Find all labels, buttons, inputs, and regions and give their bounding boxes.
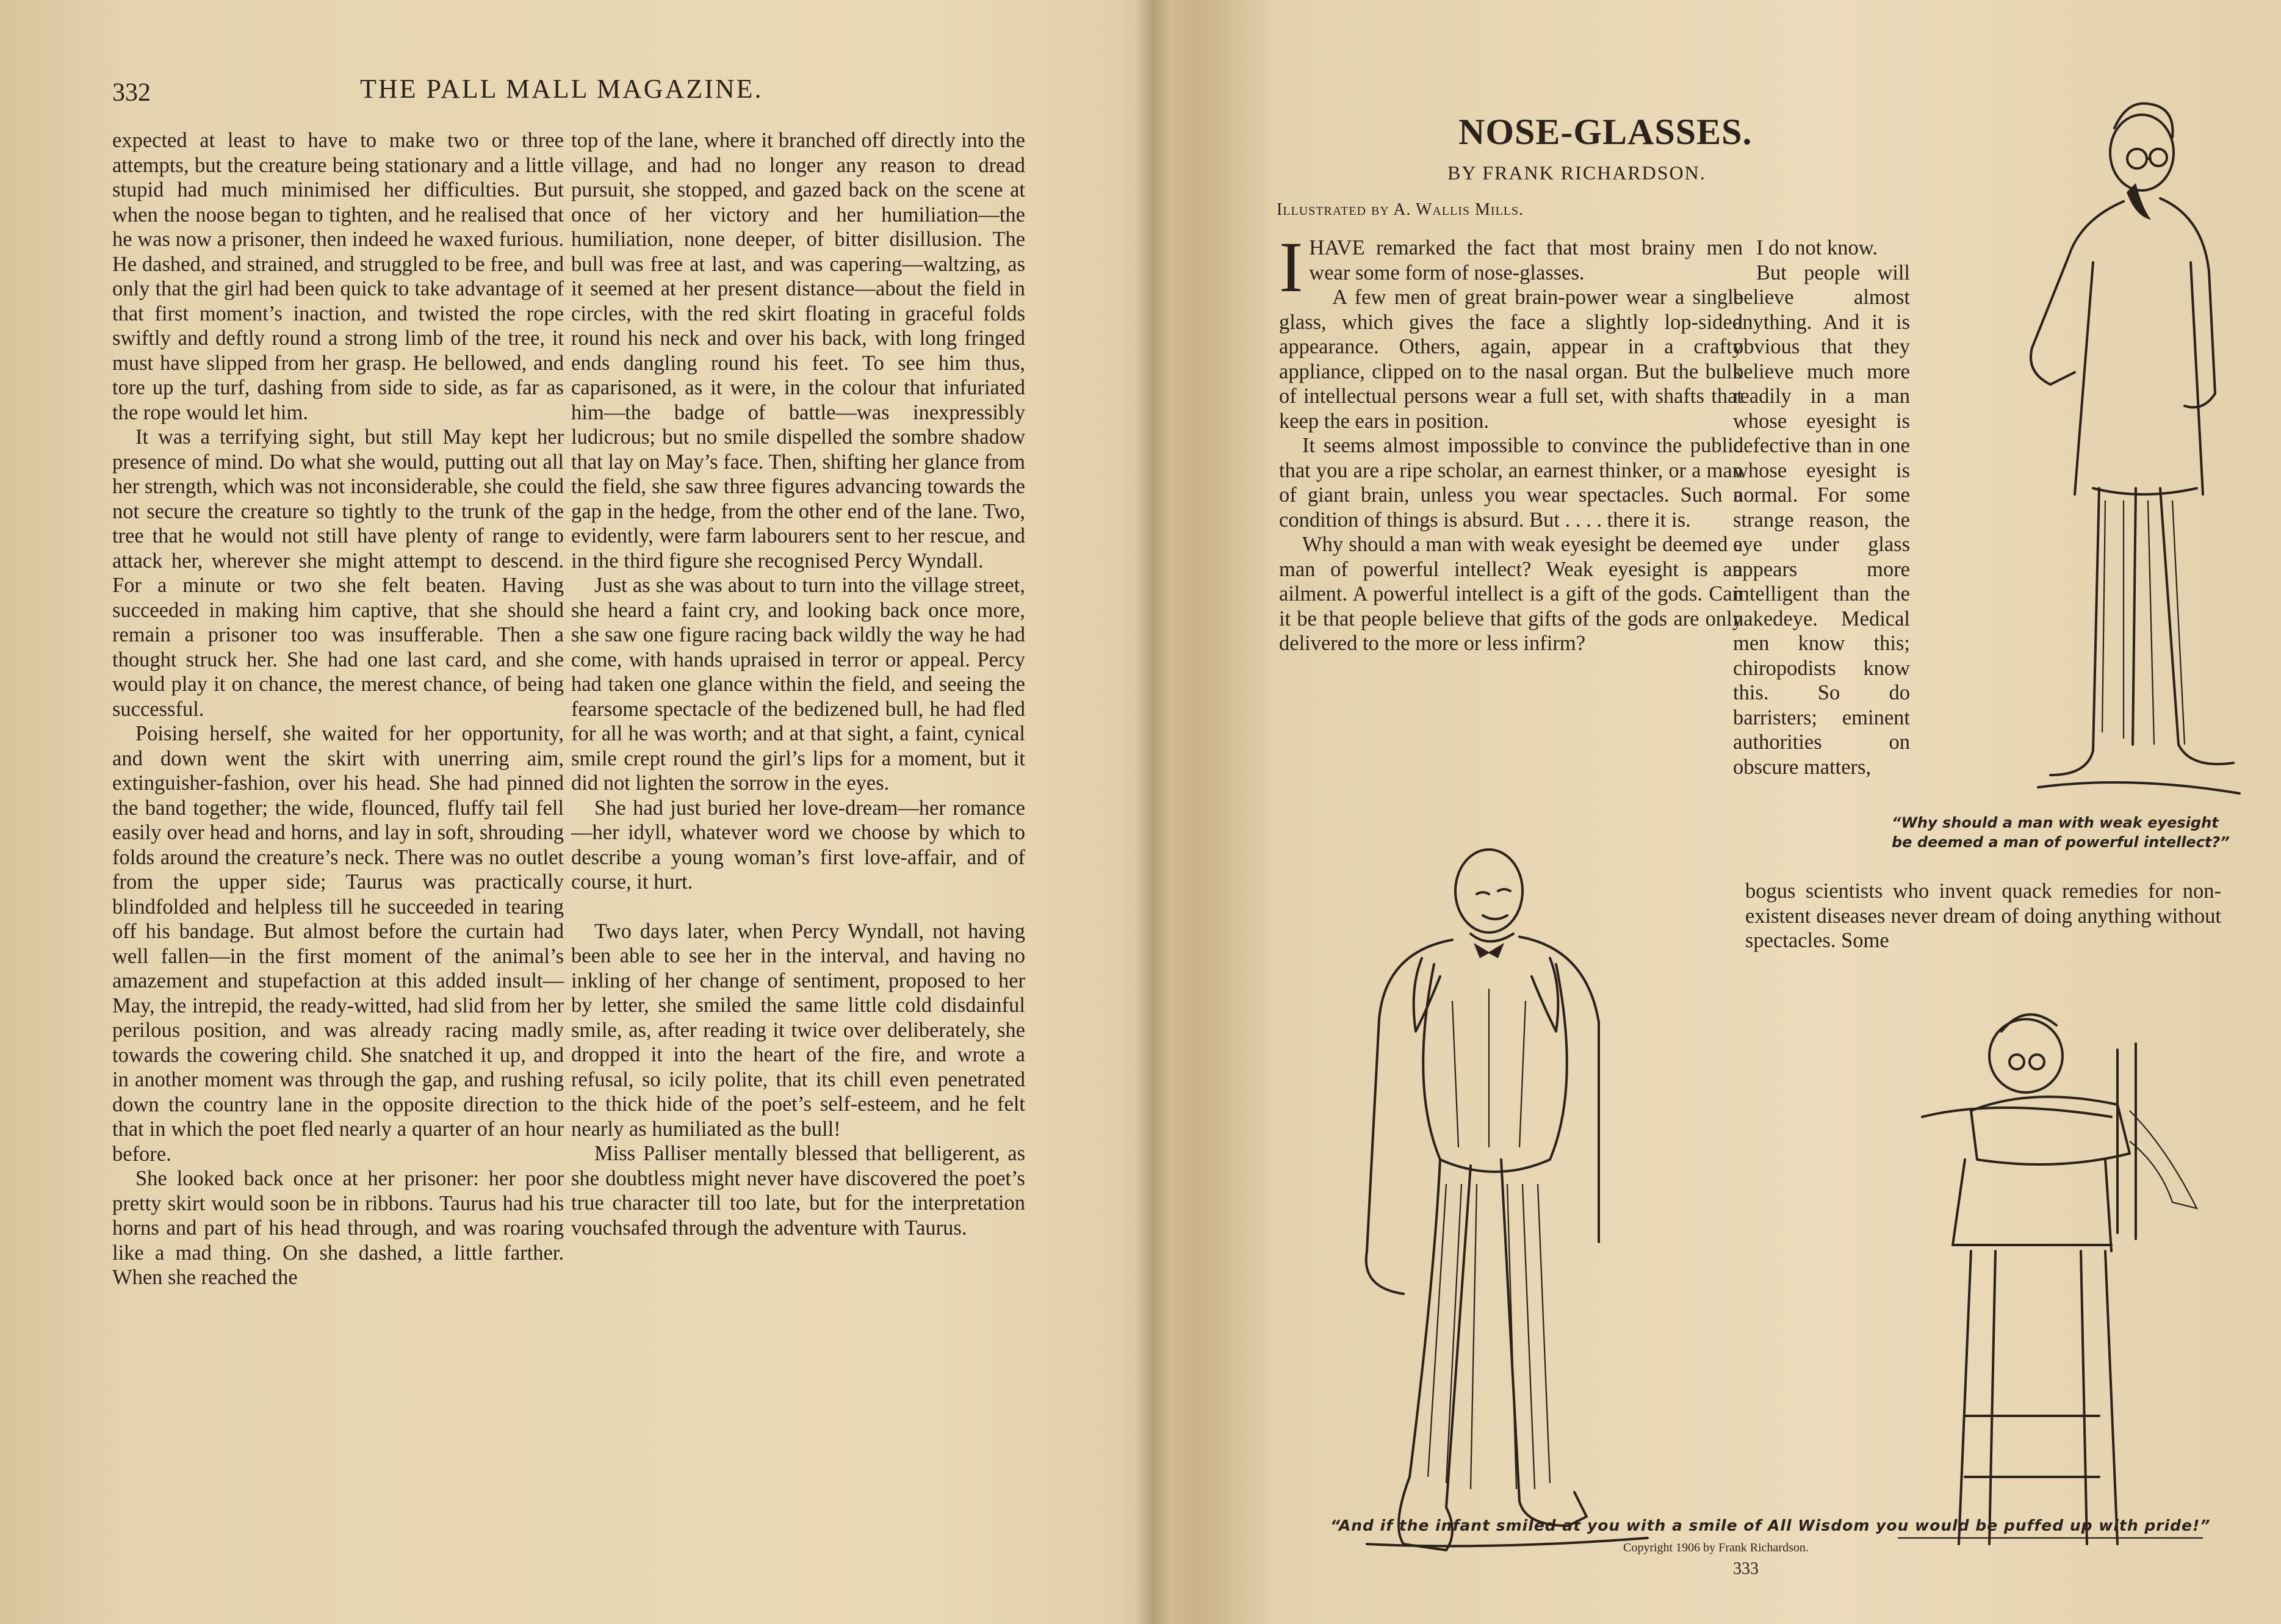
- right-column-2: [1733, 236, 1910, 779]
- paragraph: It seems almost impossible to convince the public that you are a ripe scholar, an earnest thinker, or a man of giant brain, unless you wear spectacles. Such a condition of things is absurd. But . . . . there it is.: [1279, 434, 1743, 532]
- illustration-thin-man: [1940, 61, 2246, 818]
- article-title: NOSE-GLASSES.: [1458, 112, 1753, 152]
- illustration-infant: [1873, 989, 2215, 1562]
- paragraph: She looked back once at her prisoner: her poor pretty skirt would soon be in ribbons. Taurus had his horns and part of his head through, and was roaring like a mad thing. On she dashed, a little farther. When she reached the: [112, 1167, 564, 1289]
- paragraph: Why should a man with weak eyesight be deemed a man of powerful intellect? Weak eyesight is an ailment. A powerful intellect is a gift of the gods. Can it be that people believe that gifts of the gods are only delivered to the more or less infirm?: [1279, 533, 1743, 655]
- paragraph: I do not know.: [1756, 236, 1878, 259]
- running-head: [92, 67, 1025, 107]
- caption-bottom: “And if the infant smiled at you with a smile of All Wisdom you would be puffed up with pride!”: [1330, 1517, 2211, 1534]
- paragraph: bogus scientists who invent quack remedies for non-existent diseases never dream of doing anything without spectacles. Some: [1745, 879, 2221, 952]
- left-page: [92, 61, 1043, 1611]
- thin-man-figure: [2031, 104, 2240, 794]
- page-number-left: 332: [112, 79, 151, 107]
- article-byline: BY FRANK RICHARDSON.: [1447, 162, 1706, 184]
- page-number-right: 333: [1733, 1559, 1759, 1578]
- stout-man-figure: [1366, 850, 1648, 1550]
- caption-top: “Why should a man with weak eyesight be deemed a man of powerful intellect?”: [1892, 814, 2230, 851]
- right-column-3: [1745, 879, 2221, 953]
- paragraph: She had just buried her love-dream—her romance—her idyll, whatever word we choose by which to describe a young woman’s first love-affair, and of course, it hurt.: [571, 796, 1025, 893]
- illustrator-credit: Illustrated by A. Wallis Mills.: [1277, 200, 1524, 219]
- paragraph: Poising herself, she waited for her opportunity, and down went the skirt with unerring aim, extinguisher-fashion, over his head. She had pinned the band together; the wide, flounced, fluffy tail fell easily over head and horns, and lay in soft, shrouding folds around the creature’s neck. There was no outlet from the upper side; Taurus was practically blindfolded and helpless till he succeeded in tearing off his bandage. But almost before the curtain had well fallen—in the first moment of the animal’s amazement and stupefaction at this added insult—May, the intrepid, the ready-witted, had slid from her perilous position, and was already racing madly towards the cowering child. She snatched it up, and in another moment was through the gap, and rushing down the country lane in the opposite direction to that in which the poet fled nearly a quarter of an hour before.: [112, 722, 564, 1166]
- paragraph: A few men of great brain-power wear a single glass, which gives the face a slightly lop-sided appearance. Others, again, appear in a crafty appliance, clipped on to the nasal organ. But the bulk of intellectual persons wear a full set, with shafts that keep the ears in position.: [1279, 286, 1743, 433]
- gutter-shadow: [1135, 0, 1172, 1624]
- paragraph: top of the lane, where it branched off directly into the village, and had no longer any reason to dread pursuit, she stopped, and gazed back on the scene at once of her victory and her humiliation—the humiliation, none deeper, of bitter disillusion. The bull was free at last, and was capering—waltzing, as it seemed at her present distance—about the field in circles, with the red skirt floating in graceful folds round his neck and over his back, with long fringed ends dangling round his feet. To see him thus, caparisoned, as it were, in the colour that infuriated him—the badge of battle—was inexpressibly ludicrous; but no smile dispelled the sombre shadow that lay on May’s face. Then, shifting her glance from the field, she saw three figures advancing towards the gap in the hedge, from the other end of the lane. Two, evidently, were farm labourers sent to her rescue, and in the third figure she recognised Percy Wyndall.: [571, 129, 1025, 572]
- left-column-2: [571, 128, 1025, 1240]
- paragraph: expected at least to have to make two or three attempts, but the creature being stationary and a little stupid had much minimised her difficulties. But when the noose began to tighten, and he realised that he was now a prisoner, then indeed he waxed furious. He dashed, and strained, and struggled to be free, and only that the girl had been quick to take advantage of that first moment’s inaction, and twisted the rope swiftly and deftly round a strong limb of the tree, it must have slipped from her grasp. He bellowed, and tore up the turf, dashing from side to side, as far as the rope would let him.: [112, 129, 564, 424]
- illustration-stout-man: [1300, 818, 1654, 1575]
- right-page: [1257, 61, 2246, 1611]
- paragraph: Two days later, when Percy Wyndall, not having been able to see her in the interval, and having no inkling of her change of sentiment, proposed to her by letter, she smiled the same little cold disdainful smile, as, after reading it twice over deliberately, she dropped it into the heart of the fire, and wrote a refusal, so icily polite, that its chill even penetrated the thick hide of the poet’s self-esteem, and he felt nearly as humiliated as the bull!: [571, 919, 1025, 1141]
- paragraph: Just as she was about to turn into the village street, she heard a faint cry, and looking back once more, she saw one figure racing back wildly the way he had come, with hands upraised in terror or appeal. Percy had taken one glance within the field, and seeing the fearsome spectacle of the bedizened bull, he had fled for all he was worth; and at that sight, a faint, cynical smile crept round the girl’s lips for a moment, but it did not lighten the sorrow in the eyes.: [571, 574, 1025, 795]
- paragraph: IHAVE remarked the fact that most brainy men wear some form of nose-glasses.: [1279, 227, 1743, 307]
- magazine-title: THE PALL MALL MAGAZINE.: [360, 74, 763, 104]
- paragraph: It was a terrifying sight, but still May kept her presence of mind. Do what she would, putting out all her strength, which was not inconsiderable, she could not secure the creature so tightly to the trunk of the tree that he would not still have plenty of range to attack her, wherever she might attempt to descend. For a minute or two she felt beaten. Having succeeded in making him captive, that she should remain a prisoner too was insufferable. Then a thought struck her. She had one last card, and she would play it on chance, the merest chance, of being successful.: [112, 425, 564, 721]
- infant-figure: [1898, 1014, 2203, 1544]
- left-column-1: [112, 128, 564, 1290]
- paragraph: Miss Palliser mentally blessed that belligerent, as she doubtless might never have discovered the poet’s true character till too late, but for the interpretation vouchsafed through the adventure with Taurus.: [571, 1142, 1025, 1240]
- right-column-1: [1279, 227, 1743, 656]
- section-break: [571, 895, 1025, 919]
- copyright-line: Copyright 1906 by Frank Richardson.: [1623, 1541, 1809, 1554]
- paragraph: But people will believe almost anything. And it is obvious that they believe much more readily in a man whose eyesight is defective than in one whose eyesight is normal. For some strange reason, the eye under glass appears more intelligent than the nakedeye. Medical men know this; chiropodists know this. So do barristers; eminent authorities on obscure matters,: [1733, 261, 1910, 779]
- drop-cap: I: [1279, 227, 1303, 307]
